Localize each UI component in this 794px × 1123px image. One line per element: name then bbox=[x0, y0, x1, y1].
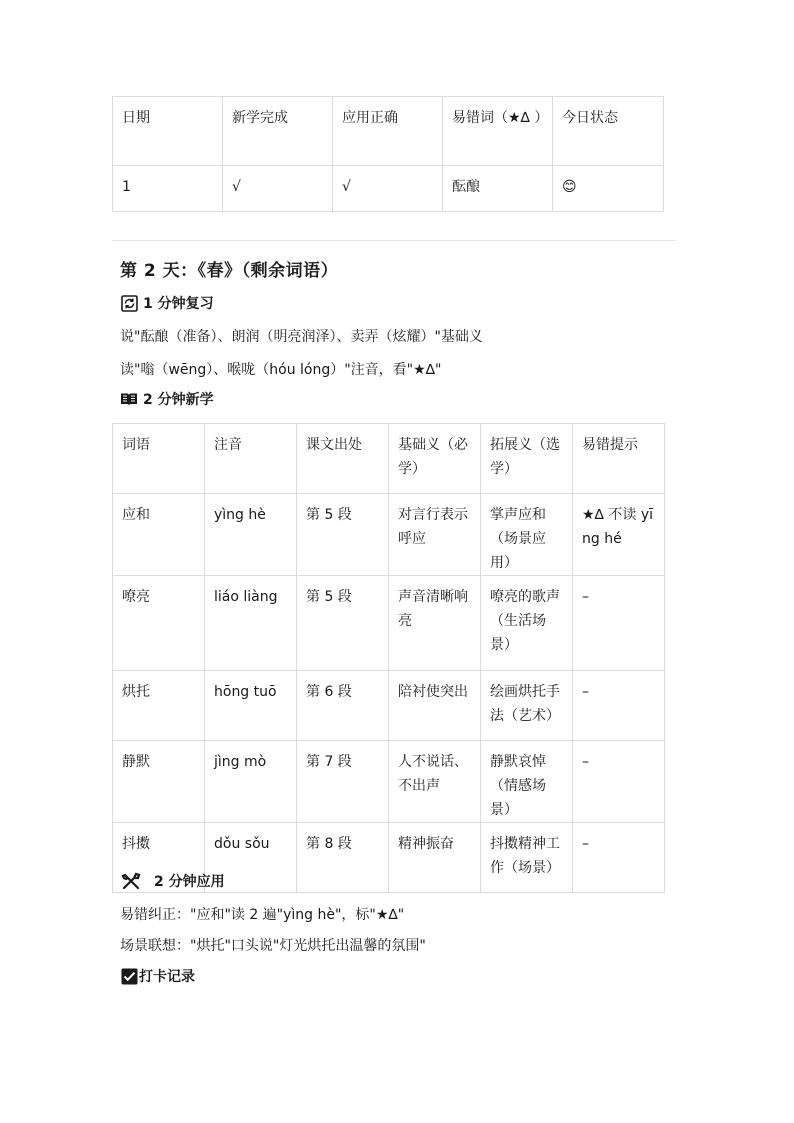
apply-heading bbox=[120, 871, 225, 891]
header-cell: 日期 bbox=[113, 97, 223, 166]
word-cell: 抖擞 bbox=[113, 823, 205, 893]
basic-meaning-cell: 精神振奋 bbox=[389, 823, 481, 893]
date-cell: 1 bbox=[113, 166, 223, 212]
day-title: 第 2 天：《春》（剩余词语） bbox=[120, 261, 339, 281]
source-cell: 第 7 段 bbox=[297, 741, 389, 823]
table-row bbox=[113, 671, 665, 741]
source-cell: 第 5 段 bbox=[297, 576, 389, 671]
vocabulary-table bbox=[112, 423, 665, 893]
word-cell: 嘹亮 bbox=[113, 576, 205, 671]
pinyin-cell: yìng hè bbox=[205, 494, 297, 576]
apply-line-1: 易错纠正："应和"读 2 遍"yìng hè"，标"★∆" bbox=[120, 907, 405, 923]
pinyin-cell: jìng mò bbox=[205, 741, 297, 823]
section-divider bbox=[112, 240, 676, 241]
extended-meaning-cell: 静默哀悼（情感场景） bbox=[481, 741, 573, 823]
word-cell: 静默 bbox=[113, 741, 205, 823]
tools-icon bbox=[120, 872, 142, 890]
checkbox-icon bbox=[120, 967, 138, 985]
learn-heading-text: 2 分钟新学 bbox=[143, 392, 214, 408]
table-header-row bbox=[113, 424, 665, 494]
error-word-cell: 酝酿 bbox=[443, 166, 553, 212]
pinyin-cell: liáo liàng bbox=[205, 576, 297, 671]
table-row bbox=[113, 576, 665, 671]
status-cell bbox=[553, 166, 664, 212]
basic-meaning-cell: 对言行表示呼应 bbox=[389, 494, 481, 576]
checkin-heading bbox=[120, 966, 195, 986]
review-line-2: 读"嗡（wēng）、喉咙（hóu lóng）"注音，看"★∆" bbox=[120, 362, 442, 378]
header-cell: 注音 bbox=[205, 424, 297, 494]
tip-cell: – bbox=[573, 741, 665, 823]
header-cell: 易错词（★∆ ） bbox=[443, 97, 553, 166]
extended-meaning-cell: 抖擞精神工作（场景） bbox=[481, 823, 573, 893]
basic-meaning-cell: 声音清晰响亮 bbox=[389, 576, 481, 671]
review-line-1: 说"酝酿（准备）、朗润（明亮润泽）、卖弄（炫耀）"基础义 bbox=[120, 329, 483, 345]
header-cell: 课文出处 bbox=[297, 424, 389, 494]
extended-meaning-cell: 嘹亮的歌声（生活场景） bbox=[481, 576, 573, 671]
tip-cell: – bbox=[573, 671, 665, 741]
review-heading-text: 1 分钟复习 bbox=[143, 296, 214, 312]
daily-log-table bbox=[112, 96, 664, 212]
basic-meaning-cell: 陪衬使突出 bbox=[389, 671, 481, 741]
pinyin-cell: hōng tuō bbox=[205, 671, 297, 741]
book-icon bbox=[120, 390, 138, 408]
source-cell: 第 8 段 bbox=[297, 823, 389, 893]
extended-meaning-cell: 掌声应和（场景应用） bbox=[481, 494, 573, 576]
header-cell: 基础义（必学） bbox=[389, 424, 481, 494]
tip-cell: – bbox=[573, 823, 665, 893]
word-cell: 应和 bbox=[113, 494, 205, 576]
header-cell: 今日状态 bbox=[553, 97, 664, 166]
source-cell: 第 6 段 bbox=[297, 671, 389, 741]
header-cell: 新学完成 bbox=[223, 97, 333, 166]
header-cell: 拓展义（选学） bbox=[481, 424, 573, 494]
table-row bbox=[113, 741, 665, 823]
tip-cell: – bbox=[573, 576, 665, 671]
repeat-icon bbox=[120, 294, 138, 312]
word-cell: 烘托 bbox=[113, 671, 205, 741]
header-cell: 应用正确 bbox=[333, 97, 443, 166]
table-header-row bbox=[113, 97, 664, 166]
review-heading bbox=[120, 293, 214, 313]
table-row bbox=[113, 166, 664, 212]
learn-heading bbox=[120, 389, 214, 409]
learned-cell: √ bbox=[223, 166, 333, 212]
smile-icon: 😊 bbox=[562, 179, 577, 195]
header-cell: 易错提示 bbox=[573, 424, 665, 494]
basic-meaning-cell: 人不说话、不出声 bbox=[389, 741, 481, 823]
tip-cell: ★∆ 不读 yīng hé bbox=[573, 494, 665, 576]
source-cell: 第 5 段 bbox=[297, 494, 389, 576]
pinyin-cell: dǒu sǒu bbox=[205, 823, 297, 893]
apply-heading-text: 2 分钟应用 bbox=[154, 874, 225, 890]
checkin-heading-text: 打卡记录 bbox=[139, 969, 195, 985]
applied-cell: √ bbox=[333, 166, 443, 212]
table-row bbox=[113, 494, 665, 576]
apply-line-2: 场景联想："烘托"口头说"灯光烘托出温馨的氛围" bbox=[120, 938, 426, 954]
header-cell: 词语 bbox=[113, 424, 205, 494]
extended-meaning-cell: 绘画烘托手法（艺术） bbox=[481, 671, 573, 741]
